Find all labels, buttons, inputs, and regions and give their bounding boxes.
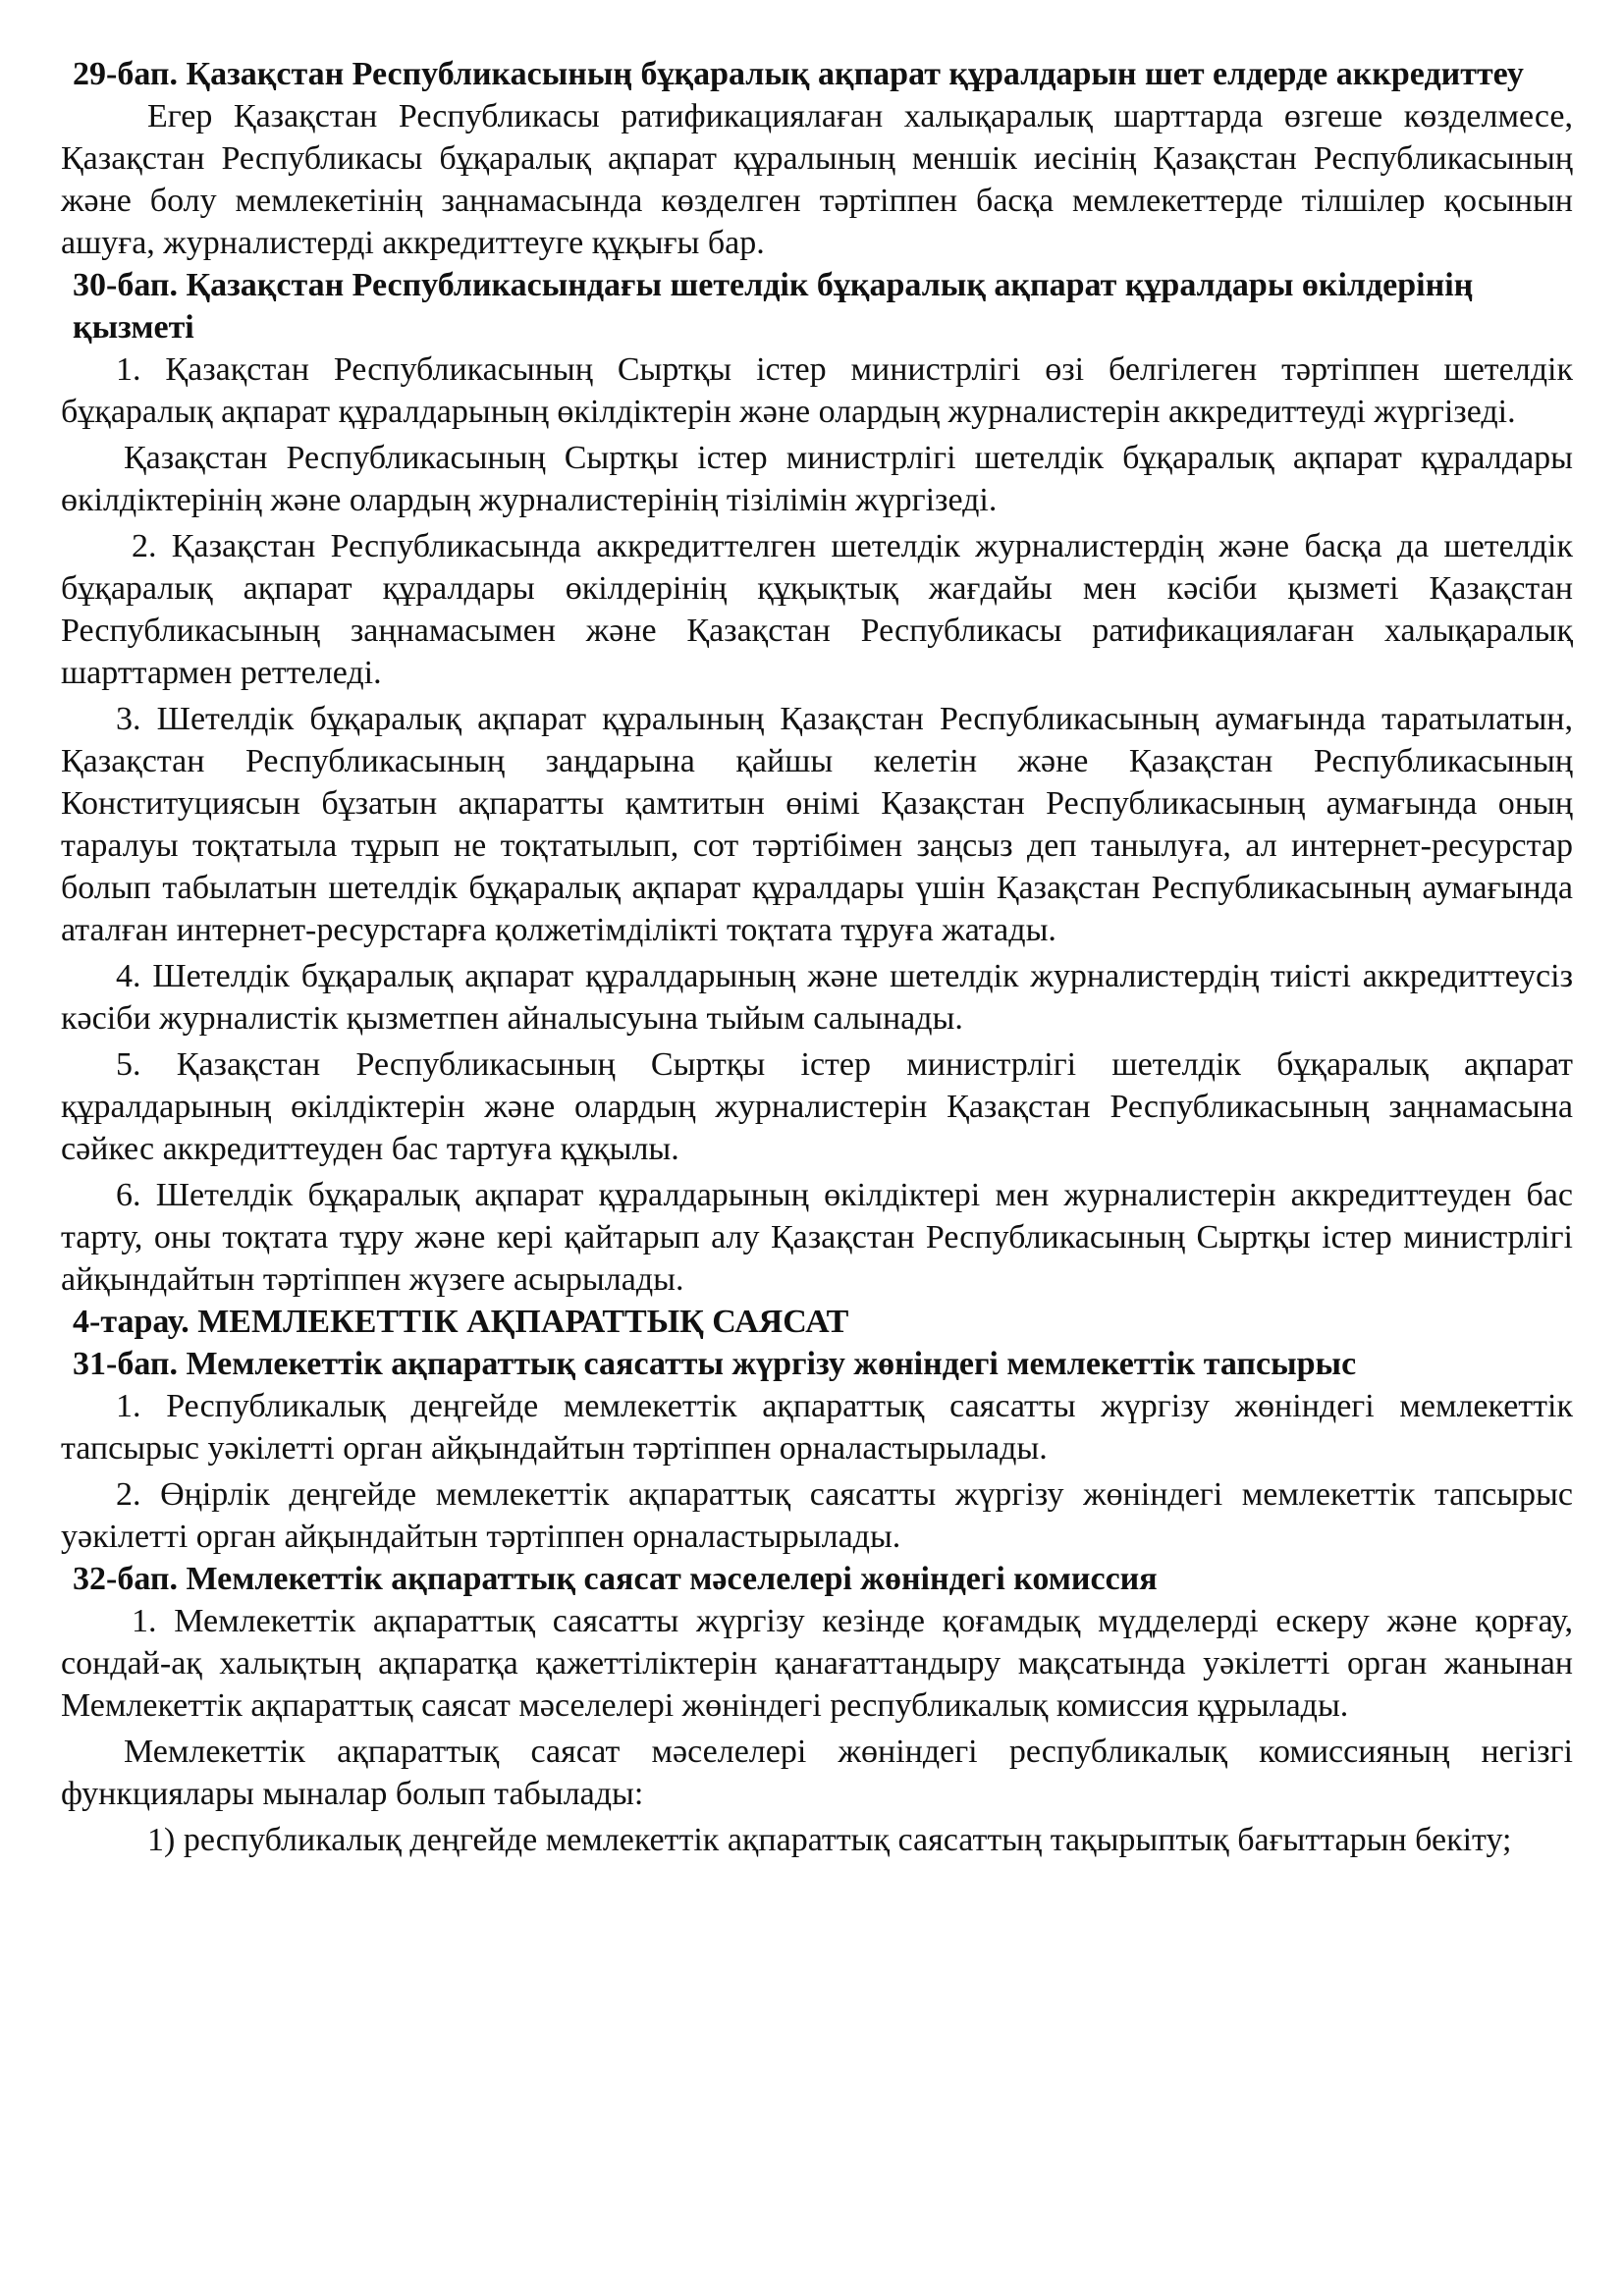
article-30-clause-1-continued: Қазақстан Республикасының Сыртқы істер министрлігі шетелдік бұқаралық ақпарат құралдары өкілдіктерінің және олардың журналистерінің тізілімін жүргізеді. [61,440,1573,518]
article-32-heading: 32-бап. Мемлекеттік ақпараттық саясат мәселелері жөніндегі комиссия [73,1561,1158,1597]
article-30-clause-4: 4. Шетелдік бұқаралық ақпарат құралдарының және шетелдік журналистердің тиісті аккредиттеусіз кәсіби журналистік қызметпен айналысуына тыйым салынады. [61,958,1573,1037]
article-32-clause-1-continued: Мемлекеттік ақпараттық саясат мәселелері жөніндегі республикалық комиссияның негізгі функциялары мыналар болып табылады: [61,1734,1573,1812]
chapter-4-heading: 4-тарау. МЕМЛЕКЕТТІК АҚПАРАТТЫҚ САЯСАТ [73,1304,849,1340]
article-31-clause-2: 2. Өңірлік деңгейде мемлекеттік ақпараттық саясатты жүргізу жөніндегі мемлекеттік тапсырыс уәкілетті орган айқындайтын тәртіппен орналастырылады. [61,1476,1573,1555]
article-30-clause-2: 2. Қазақстан Республикасында аккредиттелген шетелдік журналистердің және басқа да шетелдік бұқаралық ақпарат құралдары өкілдерінің құқықтық жағдайы мен кәсіби қызметі Қазақстан Республикасының заңнамасымен және Қазақстан Республикасы ратификациялаған халықаралық шарттармен реттеледі. [61,528,1573,691]
article-32-clause-1: 1. Мемлекеттік ақпараттық саясатты жүргізу кезінде қоғамдық мүдделерді ескеру және қорғау, сондай-ақ халықтың ақпаратқа қажеттіліктерін қанағаттандыру мақсатында уәкілетті орган жанынан Мемлекеттік ақпараттық саясат мәселелері жөніндегі республикалық комиссия құрылады. [61,1603,1573,1724]
article-30-clause-1: 1. Қазақстан Республикасының Сыртқы істер министрлігі өзі белгілеген тәртіппен шетелдік бұқаралық ақпарат құралдарының өкілдіктерін және олардың журналистерін аккредиттеуді жүргізеді. [61,351,1573,430]
article-32-item-1: 1) республикалық деңгейде мемлекеттік ақпараттық саясаттың тақырыптық бағыттарын бекіту; [147,1822,1512,1858]
article-31-clause-1: 1. Республикалық деңгейде мемлекеттік ақпараттық саясатты жүргізу жөніндегі мемлекеттік тапсырыс уәкілетті орган айқындайтын тәртіппен орналастырылады. [61,1388,1573,1467]
article-31-heading: 31-бап. Мемлекеттік ақпараттық саясатты жүргізу жөніндегі мемлекеттік тапсырыс [73,1346,1357,1382]
article-30-heading: 30-бап. Қазақстан Республикасындағы шетелдік бұқаралық ақпарат құралдары өкілдерінің қызметі [73,267,1474,346]
article-30-clause-3: 3. Шетелдік бұқаралық ақпарат құралының Қазақстан Республикасының аумағында таратылатын, Қазақстан Республикасының заңдарына қайшы келетін және Қазақстан Республикасының Конституциясын бұзатын ақпаратты қамтитын өнімі Қазақстан Республикасының аумағында оның таралуы тоқтатыла тұрып не тоқтатылып, сот тәртібімен заңсыз деп танылуға, ал интернет-ресурстар болып табылатын шетелдік бұқаралық ақпарат құралдары үшін Қазақстан Республикасының аумағында аталған интернет-ресурстарға қолжетімділікті тоқтата тұруға жатады. [61,701,1573,948]
article-29-heading: 29-бап. Қазақстан Республикасының бұқаралық ақпарат құралдарын шет елдерде аккредиттеу [73,56,1524,92]
article-30-clause-5: 5. Қазақстан Республикасының Сыртқы істер министрлігі шетелдік бұқаралық ақпарат құралдарының өкілдіктерін және олардың журналистерін Қазақстан Республикасының заңнамасына сәйкес аккредиттеуден бас тартуға құқылы. [61,1046,1573,1167]
article-30-clause-6: 6. Шетелдік бұқаралық ақпарат құралдарының өкілдіктері мен журналистерін аккредиттеуден бас тарту, оны тоқтата тұру және кері қайтарып алу Қазақстан Республикасының Сыртқы істер министрлігі айқындайтын тәртіппен жүзеге асырылады. [61,1177,1573,1298]
document-page [61,53,1573,1861]
article-29-paragraph: Егер Қазақстан Республикасы ратификациялаған халықаралық шарттарда өзгеше көзделмесе, Қазақстан Республикасы бұқаралық ақпарат құралының меншік иесінің Қазақстан Республикасының және болу мемлекетінің заңнамасында көзделген тәртіппен басқа мемлекеттерде тілшілер қосынын ашуға, журналистерді аккредиттеуге құқығы бар. [61,98,1573,261]
